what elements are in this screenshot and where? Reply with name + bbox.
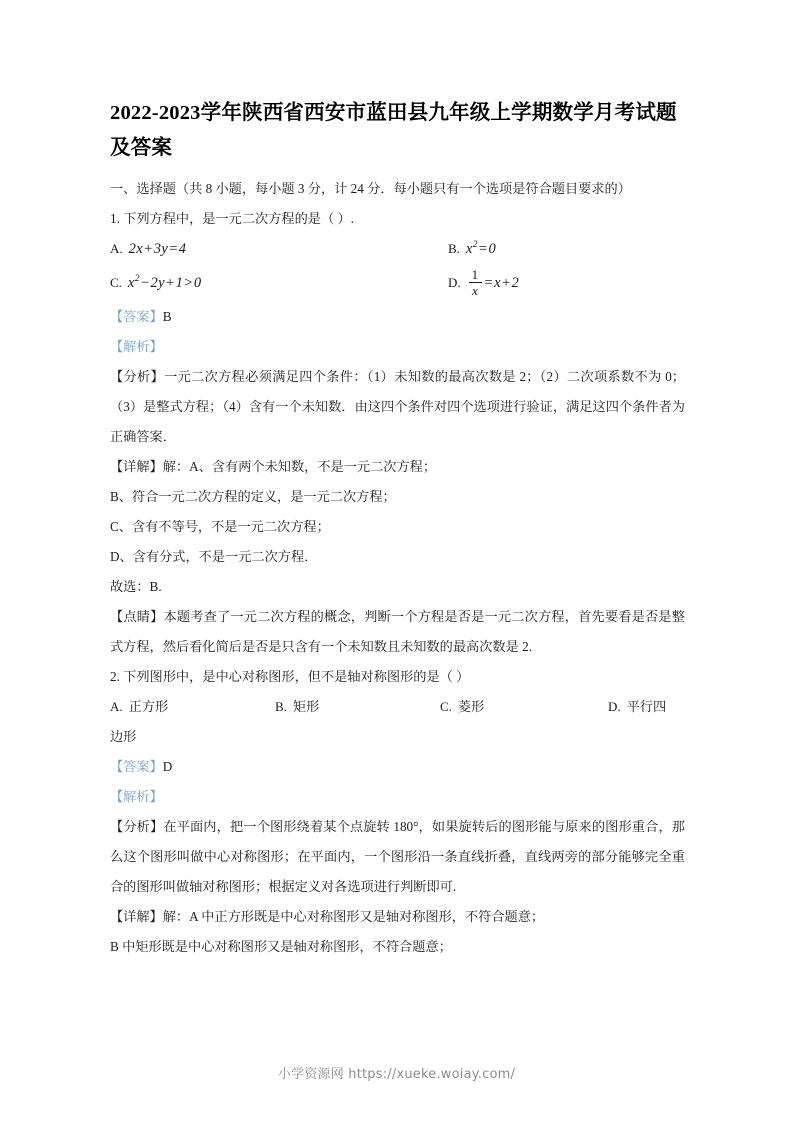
question-1-option-d — [448, 264, 519, 302]
question-2-detail-line-2: B 中矩形既是中心对称图形又是轴对称图形，不符合题意； — [110, 939, 452, 954]
option-d-label: D. — [448, 275, 461, 290]
option-a-label: A. — [110, 699, 123, 714]
option-b-text: 矩形 — [292, 699, 320, 714]
question-1-detail-line-2: B、符合一元二次方程的定义，是一元二次方程； — [110, 489, 396, 504]
question-2-option-b — [275, 692, 319, 722]
option-d-label: D. — [608, 699, 621, 714]
option-c-text: 菱形 — [457, 699, 485, 714]
option-c-label: C. — [110, 275, 122, 290]
question-2-option-a — [110, 692, 168, 722]
answer-tag: 【答案】 — [110, 309, 163, 324]
question-2-option-d — [608, 692, 666, 722]
question-2-analysis: 【分析】在平面内，把一个图形绕着某个点旋转 180°，如果旋转后的图形能与原来的图形重合，那么这个图形叫做中心对称图形；在平面内，一个图形沿一条直线折叠，直线两旁的部分能够完全重合的图形叫做轴对称图形；根据定义对各选项进行判断即可. — [110, 819, 685, 894]
question-1-analysis: 【分析】一元二次方程必须满足四个条件：（1）未知数的最高次数是 2；（2）二次项系数不为 0；（3）是整式方程；（4）含有一个未知数．由这四个条件对四个选项进行验证，满足这四个条件者为正确答案． — [110, 369, 685, 444]
option-d-text: 平行四 — [626, 699, 667, 714]
question-1-detail-line-1: 【详解】解：A、含有两个未知数，不是一元二次方程； — [110, 459, 437, 474]
option-a-text: 正方形 — [128, 699, 169, 714]
question-1-option-c — [110, 264, 201, 302]
answer-tag: 【答案】 — [110, 759, 163, 774]
question-2-answer — [110, 752, 685, 782]
question-1-detail-line-5: 故选：B. — [110, 579, 162, 594]
question-2-detail-line-1: 【详解】解：A 中正方形既是中心对称图形又是轴对称图形，不符合题意； — [110, 909, 545, 924]
question-2-option-d-wrap: 边形 — [110, 729, 137, 744]
option-b-label: B. — [275, 699, 287, 714]
option-a-math: 2x+3y=4 — [128, 241, 187, 257]
question-2-option-c — [440, 692, 484, 722]
section-heading: 一、选择题（共 8 小题，每小题 3 分，计 24 分．每小题只有一个选项是符合题目要求的） — [110, 181, 631, 196]
question-2-explain-tag: 【解析】 — [110, 789, 163, 804]
option-c-math: $x^2-2y+1>0$ — [127, 274, 202, 291]
question-1-answer — [110, 302, 685, 332]
option-b-label: B. — [448, 241, 460, 256]
question-2-options-row — [110, 692, 685, 722]
answer-value: B — [162, 309, 172, 324]
question-2-stem: 2. 下列图形中，是中心对称图形，但不是轴对称图形的是（ ） — [110, 669, 470, 684]
option-b-math: $x^2=0$ — [465, 240, 497, 257]
answer-value: D — [162, 759, 173, 774]
option-d-math: $\frac{1}{x}$ =x+2 — [467, 275, 520, 291]
question-1-options-row-1 — [110, 234, 685, 264]
question-1-explain-tag: 【解析】 — [110, 339, 163, 354]
question-1-option-a — [110, 234, 186, 264]
footer-watermark: 小学资源网 https://xueke.woiay.com/ — [277, 1067, 516, 1082]
option-c-label: C. — [440, 699, 452, 714]
question-1-detail-line-4: D、含有分式，不是一元二次方程． — [110, 549, 318, 564]
question-1-detail-line-3: C、含有不等号，不是一元二次方程； — [110, 519, 330, 534]
page-title: 2022-2023学年陕西省西安市蓝田县九年级上学期数学月考试题及答案 — [110, 102, 677, 159]
question-1-stem: 1. 下列方程中，是一元二次方程的是（ ）. — [110, 211, 354, 226]
document-content — [110, 96, 685, 962]
question-1-option-b — [448, 234, 496, 264]
question-1-highlight: 【点睛】本题考查了一元二次方程的概念，判断一个方程是否是一元二次方程，首先要看是否是整式方程，然后看化简后是否是只含有一个未知数且未知数的最高次数是 2. — [110, 609, 685, 654]
option-a-label: A. — [110, 241, 123, 256]
question-1-options-row-2 — [110, 264, 685, 302]
